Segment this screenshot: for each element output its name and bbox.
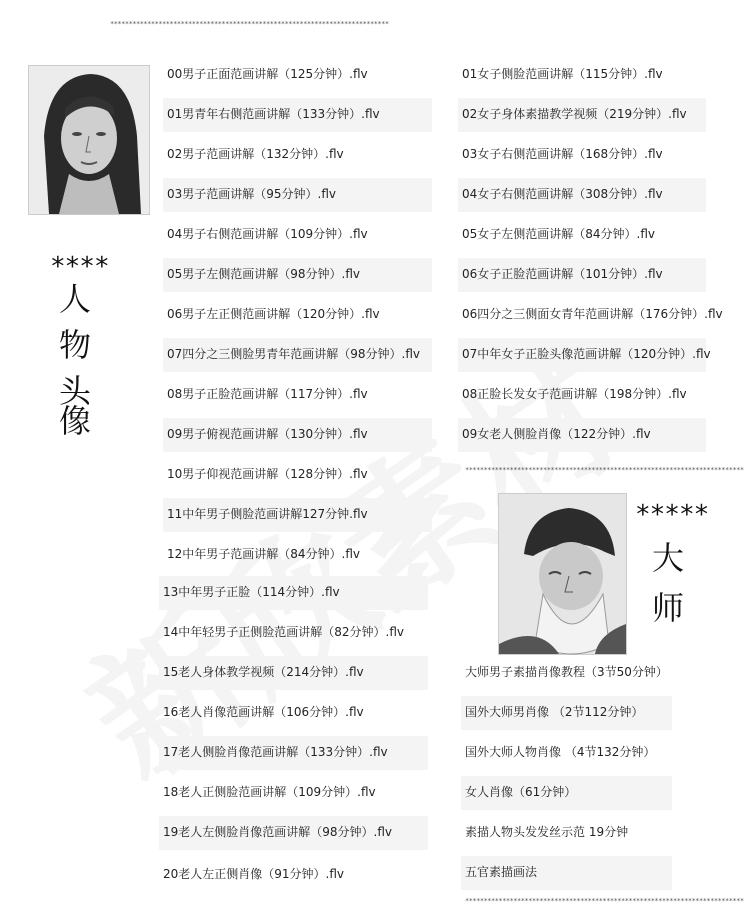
master-title-char: 大 [651, 539, 684, 577]
list-item: 06男子左正侧范画讲解（120分钟）.flv [167, 307, 380, 321]
list-item: 大师男子素描肖像教程（3节50分钟） [465, 665, 668, 679]
list-item: 01男青年右侧范画讲解（133分钟）.flv [163, 98, 432, 132]
list-item: 国外大师人物肖像 （4节132分钟） [465, 745, 656, 759]
list-item: 12中年男子范画讲解（84分钟）.flv [167, 547, 361, 561]
list-item: 素描人物头发发丝示范 19分钟 [465, 825, 629, 839]
list-item: 05女子左侧范画讲解（84分钟）.flv [462, 227, 656, 241]
list-item: 00男子正面范画讲解（125分钟）.flv [167, 67, 368, 81]
list-item: 06四分之三侧面女青年范画讲解（176分钟）.flv [462, 307, 723, 321]
portrait-old-man-image [498, 493, 627, 655]
list-item: 五官素描画法 [461, 856, 672, 890]
list-item: 18老人正侧脸范画讲解（109分钟）.flv [163, 785, 376, 799]
separator-right-mid: *************************************************************************** [465, 466, 744, 474]
list-item: 03男子范画讲解（95分钟）.flv [163, 178, 432, 212]
list-item: 02女子身体素描教学视频（219分钟）.flv [458, 98, 706, 132]
separator-top: *************************************************************************** [110, 20, 389, 28]
separator-bottom: *************************************************************************** [465, 897, 744, 905]
list-item: 09男子俯视范画讲解（130分钟）.flv [163, 418, 432, 452]
list-item: 04男子右侧范画讲解（109分钟）.flv [167, 227, 368, 241]
list-item: 08男子正脸范画讲解（117分钟）.flv [167, 387, 368, 401]
list-item: 14中年轻男子正侧脸范画讲解（82分钟）.flv [163, 625, 405, 639]
list-item: 09女老人侧脸肖像（122分钟）.flv [458, 418, 706, 452]
list-item: 07四分之三侧脸男青年范画讲解（98分钟）.flv [163, 338, 432, 372]
left-title-char: 像 [58, 402, 91, 440]
list-item: 08正脸长发女子范画讲解（198分钟）.flv [462, 387, 687, 401]
list-item: 16老人肖像范画讲解（106分钟）.flv [163, 705, 364, 719]
list-item: 19老人左侧脸肖像范画讲解（98分钟）.flv [159, 816, 428, 850]
left-title-char: 头 [58, 372, 91, 410]
list-item: 15老人身体教学视频（214分钟）.flv [159, 656, 428, 690]
list-item: 04女子右侧范画讲解（308分钟）.flv [458, 178, 706, 212]
list-item: 03女子右侧范画讲解（168分钟）.flv [462, 147, 663, 161]
list-item: 11中年男子侧脸范画讲解127分钟.flv [163, 498, 432, 532]
list-item: 06女子正脸范画讲解（101分钟）.flv [458, 258, 706, 292]
list-item: 02男子范画讲解（132分钟）.flv [167, 147, 344, 161]
left-title-char: 人 [58, 280, 91, 318]
list-item: 01女子侧脸范画讲解（115分钟）.flv [462, 67, 663, 81]
portrait-woman-image [28, 65, 150, 215]
list-item: 20老人左正侧肖像（91分钟）.flv [163, 867, 345, 881]
list-item: 国外大师男肖像 （2节112分钟） [461, 696, 672, 730]
list-item: 07中年女子正脸头像范画讲解（120分钟）.flv [458, 338, 706, 372]
master-stars: ***** [635, 500, 709, 530]
list-item: 10男子仰视范画讲解（128分钟）.flv [167, 467, 368, 481]
left-title-char: 物 [58, 326, 91, 364]
list-item: 女人肖像（61分钟） [461, 776, 672, 810]
master-title-char: 师 [651, 589, 684, 627]
list-item: 17老人侧脸肖像范画讲解（133分钟）.flv [159, 736, 428, 770]
left-stars: **** [50, 252, 109, 282]
list-item: 13中年男子正脸（114分钟）.flv [159, 576, 428, 610]
list-item: 05男子左侧范画讲解（98分钟）.flv [163, 258, 432, 292]
